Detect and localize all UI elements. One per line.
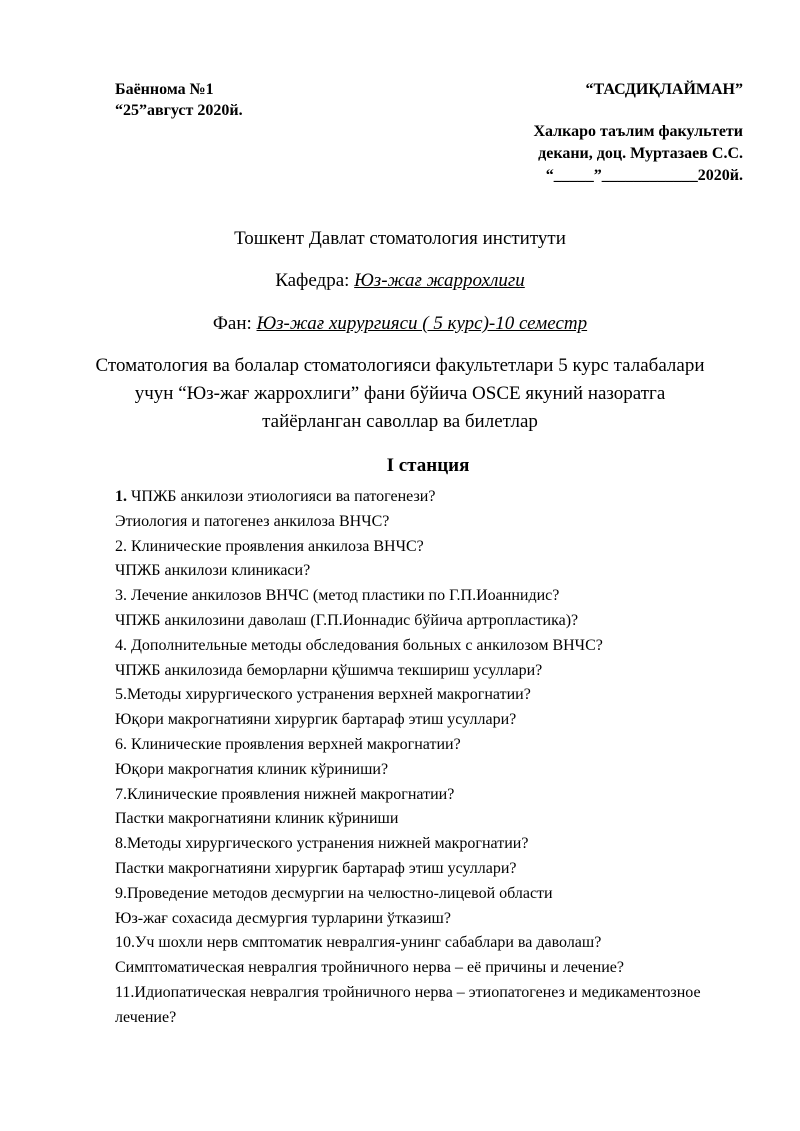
question-line: Юқори макрогнатияни хирургик бартараф этиш усуллари?: [115, 711, 517, 729]
question-line: 6. Клинические проявления верхней макрогнатии?: [115, 735, 461, 753]
question-line: Юз-жағ сохасида десмургия турларини ўтказиш?: [115, 909, 451, 927]
question-line: 8.Методы хирургического устранения нижней макрогнатии?: [115, 835, 529, 853]
protocol-number: Баённома №1: [115, 81, 214, 98]
question-line: 4. Дополнительные методы обследования больных с анкилозом ВНЧС?: [115, 636, 603, 654]
approval-block: [533, 79, 743, 187]
signatory-line: декани, доц. Муртазаев С.С.: [538, 145, 743, 162]
department-value: Юз-жағ жаррохлиги: [354, 270, 525, 291]
question-line: ЧПЖБ анкилози клиникаси?: [115, 562, 311, 580]
question-line: Юқори макрогнатия клиник кўриниши?: [115, 760, 389, 778]
signatory-block: [533, 121, 743, 187]
question-line: Симптоматическая невралгия тройничного нерва – её причины и лечение?: [115, 959, 624, 977]
signatory-line: Халкаро таълим факультети: [533, 123, 743, 140]
question-line: 11.Идиопатическая невралгия тройничного нерва – этиопатогенез и медикаментозное лечение?: [115, 983, 701, 1026]
question-line: 10.Уч шохли нерв смптоматик невралгия-унинг сабаблари ва даволаш?: [115, 934, 602, 952]
document-purpose: Стоматология ва болалар стоматологияси факультетлари 5 курс талабалари учун “Юз-жағ жаррохлиги” фани бўйича OSCE якуний назоратга тайёрланган саволлар ва билетлар: [95, 355, 705, 432]
subject-value: Юз-жағ хирургияси ( 5 курс)-10 семестр: [256, 313, 588, 334]
question-line: 5.Методы хирургического устранения верхней макрогнатии?: [115, 686, 531, 704]
question-line: [115, 485, 755, 510]
approval-title: “ТАСДИҚЛАЙМАН”: [585, 81, 743, 98]
protocol-date: “25”август 2020й.: [115, 102, 243, 119]
question-number: 1.: [115, 488, 127, 505]
question-line: 7.Клинические проявления нижней макрогнатии?: [115, 785, 455, 803]
question-line: Этиология и патогенез анкилоза ВНЧС?: [115, 512, 390, 530]
question-text: ЧПЖБ анкилози этиологияси ва патогенези?: [127, 488, 436, 505]
question-line: 3. Лечение анкилозов ВНЧС (метод пластики по Г.П.Иоаннидис?: [115, 587, 560, 605]
question-line: 2. Клинические проявления анкилоза ВНЧС?: [115, 537, 424, 555]
subject-label: Фан:: [212, 313, 257, 334]
department-label: Кафедра:: [275, 270, 355, 291]
department-line: [0, 270, 800, 292]
question-line: Пастки макрогнатияни хирургик бартараф этиш усуллари?: [115, 859, 517, 877]
question-line: Пастки макрогнатияни клиник кўриниши: [115, 810, 399, 828]
institute-name: Тошкент Давлат стоматология институти: [234, 228, 566, 249]
question-line: ЧПЖБ анкилозида беморларни қўшимча текшириш усуллари?: [115, 661, 543, 679]
question-line: ЧПЖБ анкилозини даволаш (Г.П.Ионнадис бўйича артропластика)?: [115, 611, 579, 629]
signatory-line: “_____”____________2020й.: [545, 167, 743, 184]
protocol-block: [115, 79, 243, 121]
station-heading: I станция: [386, 455, 470, 476]
question-list: [115, 485, 755, 1031]
subject-line: [0, 313, 800, 335]
question-line: 9.Проведение методов десмургии на челюстно-лицевой области: [115, 884, 553, 902]
